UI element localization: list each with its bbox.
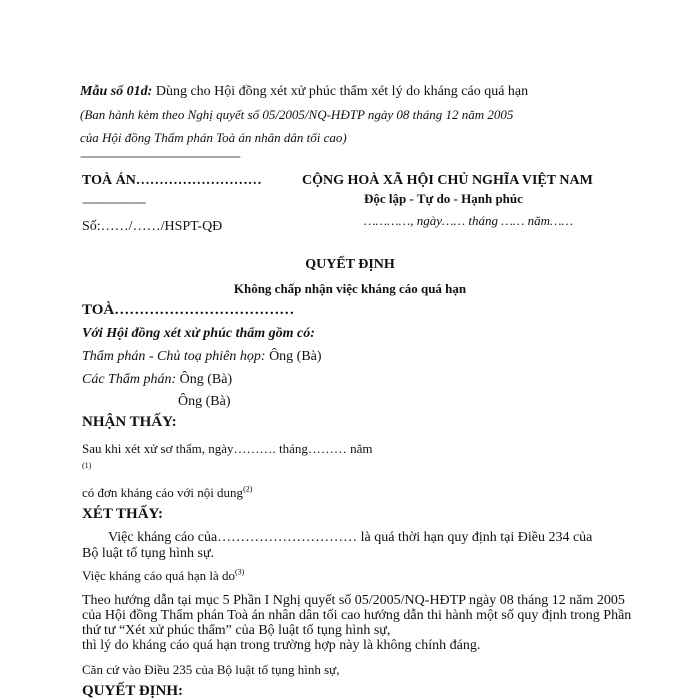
observed-text: Sau khi xét xử sơ thẩm, ngày………. tháng……… năm (82, 441, 373, 456)
date-line: …………, ngày…… tháng …… năm…… (364, 213, 574, 228)
considered-heading: XÉT THẤY: (82, 506, 164, 522)
decision-subtitle: Không chấp nhận việc kháng cáo quá hạn (233, 281, 467, 296)
footnote-marker-1: (1) (82, 461, 92, 470)
reason-text: Việc kháng cáo quá hạn là do (82, 568, 235, 583)
judges-value-1: Ông (Bà) (176, 372, 233, 387)
form-code: Mẫu số 01d: (80, 84, 153, 99)
national-title: CỘNG HOÀ XÃ HỘI CHỦ NGHĨA VIỆT NAM (302, 173, 593, 188)
considered-text-1: Việc kháng cáo của………………………… là quá thời hạn quy định tại Điều 234 của (108, 530, 593, 545)
judges-line (82, 372, 232, 388)
footnote-marker-3: (3) (235, 567, 245, 577)
document-number: Số:……/……/HSPT-QĐ (82, 219, 223, 234)
judges-value-2: Ông (Bà) (178, 394, 231, 409)
panel-heading: Với Hội đồng xét xử phúc thẩm gồm có: (82, 326, 315, 341)
footnote-marker-2: (2) (243, 484, 253, 494)
national-motto: Độc lập - Tự do - Hạnh phúc (364, 191, 523, 206)
court-name: TOÀ ÁN……………………… (82, 173, 262, 188)
court-underline: ------------------- (82, 194, 146, 209)
presiding-judge-line (82, 349, 322, 365)
guidance-line-4: thì lý do kháng cáo quá hạn trong trường hợp này là không chính đáng. (82, 638, 481, 653)
reason-line (82, 568, 244, 584)
decision-heading: QUYẾT ĐỊNH: (82, 683, 183, 699)
presiding-label: Thẩm phán - Chủ toạ phiên họp: (82, 349, 266, 364)
decision-title: QUYẾT ĐỊNH (305, 257, 395, 272)
observed-heading: NHẬN THẤY: (82, 414, 177, 430)
form-header (80, 84, 528, 100)
presiding-value: Ông (Bà) (265, 349, 322, 364)
form-description: Dùng cho Hội đồng xét xử phúc thẩm xét lý do kháng cáo quá hạn (152, 84, 529, 99)
appeal-text: có đơn kháng cáo với nội dung (82, 485, 244, 500)
guidance-line-3: thứ tư “Xét xử phúc thẩm” của Bộ luật tố tụng hình sự, (82, 623, 391, 638)
appeal-line (82, 485, 252, 501)
guidance-line-1: Theo hướng dẫn tại mục 5 Phần I Nghị quyết số 05/2005/NQ-HĐTP ngày 08 tháng 12 năm 2005 (82, 593, 625, 608)
issued-line-1: (Ban hành kèm theo Nghị quyết số 05/2005/NQ-HĐTP ngày 08 tháng 12 năm 2005 (80, 107, 514, 122)
court-line: TOÀ……………………………… (82, 302, 295, 318)
guidance-line-2: của Hội đồng Thẩm phán Toà án nhân dân tối cao hướng dẫn thi hành một số quy định trong Phần (82, 608, 632, 623)
header-divider: ------------------------------------------------ (80, 148, 240, 163)
issued-line-2: của Hội đồng Thẩm phán Toà án nhân dân tối cao) (80, 130, 347, 145)
considered-text-2: Bộ luật tố tụng hình sự. (82, 546, 215, 561)
judges-label: Các Thẩm phán: (82, 372, 177, 387)
basis-text: Căn cứ vào Điều 235 của Bộ luật tố tụng hình sự, (82, 662, 340, 677)
